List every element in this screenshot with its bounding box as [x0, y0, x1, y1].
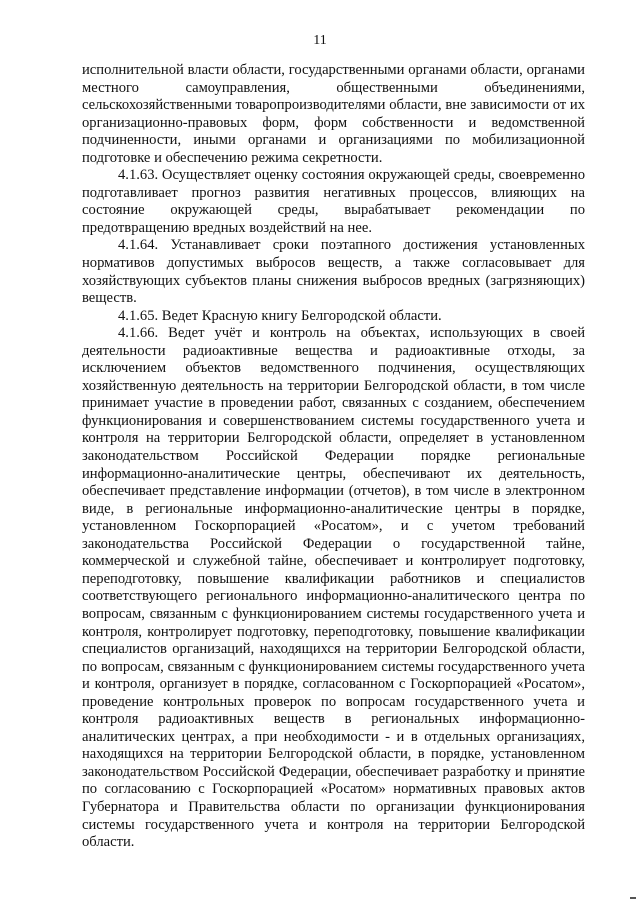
paragraph-4-1-64: 4.1.64. Устанавливает сроки поэтапного достижения установленных нормативов допустимых выбросов веществ, а также согласовывает для хозяйствующих субъектов планы снижения выбросов вредных (загрязняющих) веществ.: [82, 237, 585, 307]
scan-edge-mark: [630, 897, 636, 899]
paragraph-4-1-63: 4.1.63. Осуществляет оценку состояния окружающей среды, своевременно подготавливает прогноз развития негативных процессов, влияющих на состояние окружающей среды, вырабатывает рекомендации по предотвращению вредных воздействий на нее.: [82, 167, 585, 236]
paragraph-4-1-65: 4.1.65. Ведет Красную книгу Белгородской области.: [118, 307, 442, 324]
paragraph-continuation: исполнительной власти области, государственными органами области, органами местного самоуправления, общественными объединениями, сельскохозяйственными товаропроизводителями области, вне зависимости от их организационно-правовых форм, форм собственности и ведомственной подчиненности, иными органами и организациями по мобилизационной подготовке и обеспечению режима секретности.: [82, 62, 585, 166]
paragraph-4-1-66: 4.1.66. Ведет учёт и контроль на объектах, использующих в своей деятельности радиоактивные вещества и радиоактивные отходы, за исключением объектов ведомственного подчинения, осуществляющих хозяйственную деятельность на территории Белгородской области, в том числе принимает участие в проведении работ, связанных с созданием, обеспечением функционирования и совершенствованием системы государственного учета и контроля на территории Белгородской области, определяет в установленном законодательством Российской Федерации порядке региональные информационно-аналитические центры, обеспечивают их деятельность, обеспечивает представление информации (отчетов), в том числе в электронном виде, в региональные информационно-аналитические центры в порядке, установленном Госкорпорацией «Росатом», и с учетом требований законодательства Российской Федерации о государственной тайне, коммерческой и служебной тайне, обеспечивает и контролирует подготовку, переподготовку, повышение квалификации работников и специалистов соответствующего регионального информационно-аналитического центра по вопросам, связанным с функционированием системы государственного учета и контроля, контролирует подготовку, переподготовку, повышение квалификации специалистов организаций, находящихся на территории Белгородской области, по вопросам, связанным с функционированием системы государственного учета и контроля, организует в порядке, согласованном с Госкорпорацией «Росатом», проведение контрольных проверок по вопросам государственного учета и контроля радиоактивных веществ в региональных информационно-аналитических центрах, а при необходимости - и в отдельных организациях, находящихся на территории Белгородской области, в порядке, установленном законодательством Российской Федерации, обеспечивает разработку и принятие по согласованию с Госкорпорацией «Росатом» нормативных правовых актов Губернатора и Правительства области по организации функционирования системы государственного учета и контроля на территории Белгородской области.: [82, 325, 585, 851]
page-number: 11: [313, 33, 327, 48]
document-body: [82, 62, 585, 852]
